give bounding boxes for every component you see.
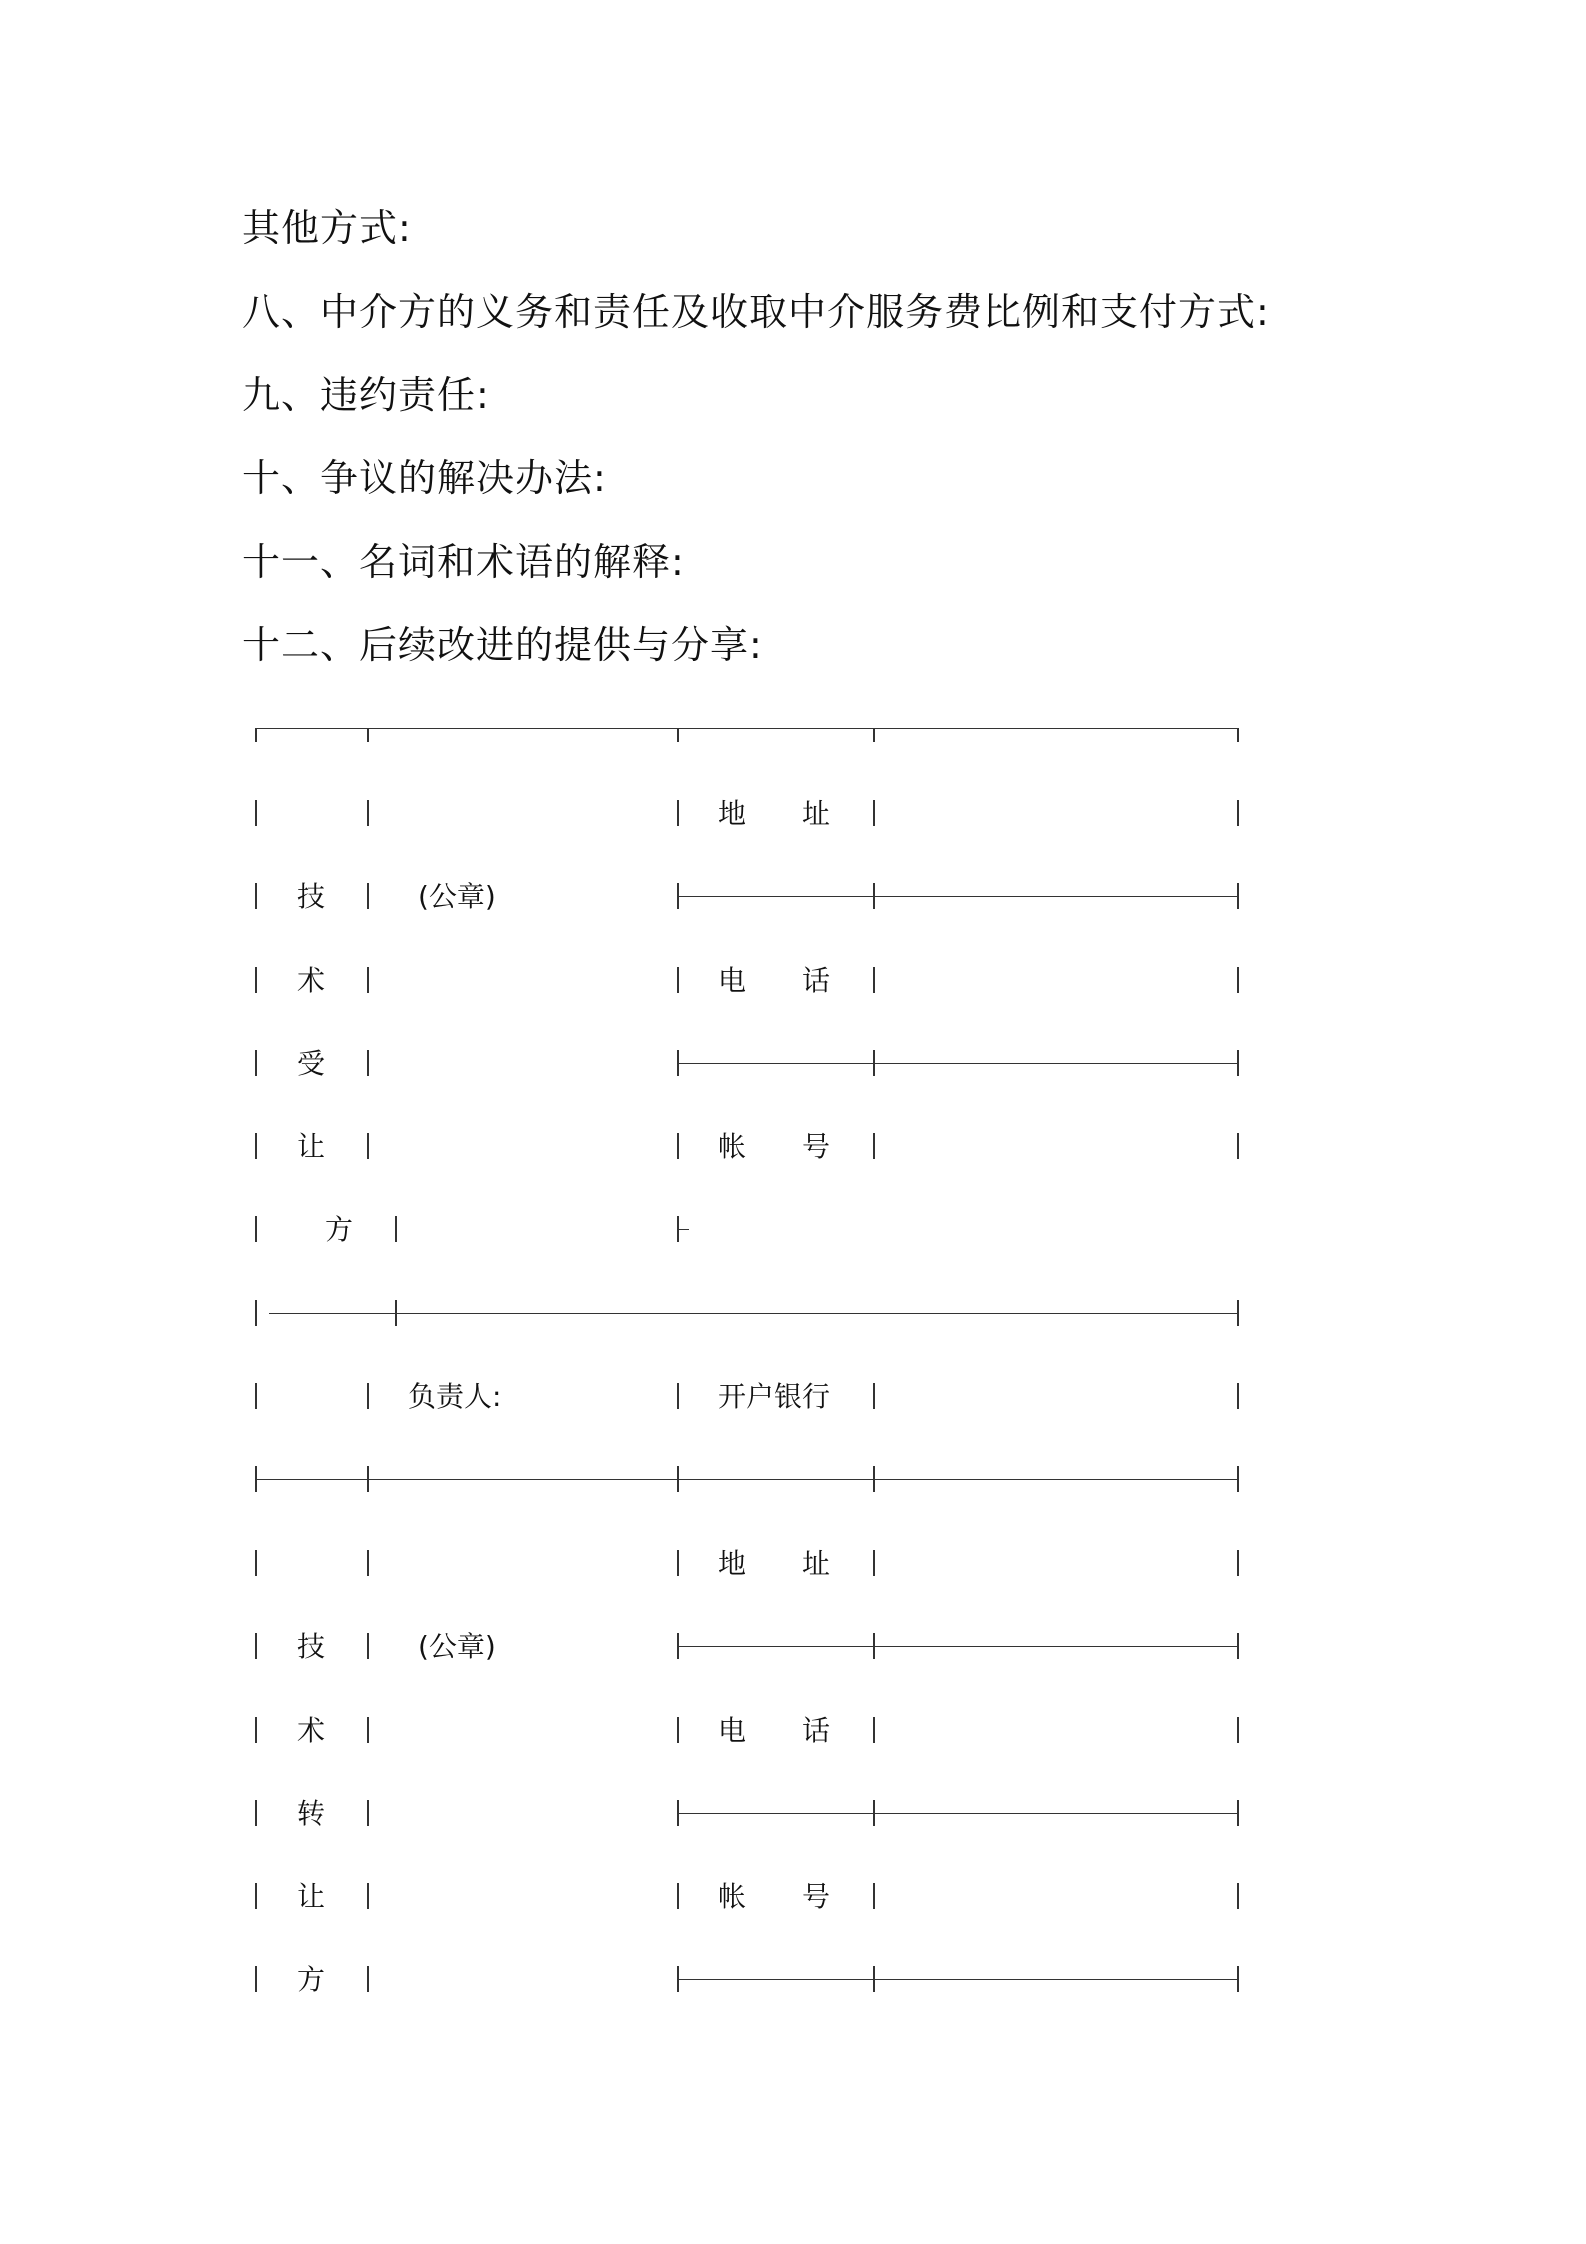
table-divider bbox=[677, 1717, 679, 1743]
table-divider bbox=[873, 1550, 875, 1576]
heading-section-8: 八、中介方的义务和责任及收取中介服务费比例和支付方式: bbox=[242, 290, 1270, 334]
table-divider bbox=[255, 1966, 257, 1992]
table-divider bbox=[255, 1633, 257, 1659]
transferee-responsible: 负责人: bbox=[408, 1380, 502, 1413]
transferor-side-char-3: 转 bbox=[297, 1797, 326, 1830]
heading-other-methods: 其他方式: bbox=[242, 206, 412, 250]
table-divider bbox=[367, 1050, 369, 1076]
row-separator bbox=[677, 896, 1237, 897]
table-divider bbox=[255, 1300, 257, 1326]
table-top-border bbox=[255, 728, 1237, 729]
table-edge bbox=[255, 728, 257, 742]
transferee-account-label-2: 号 bbox=[802, 1130, 831, 1163]
transferor-phone-label-1: 电 bbox=[718, 1714, 747, 1747]
table-divider bbox=[677, 1466, 679, 1492]
table-divider bbox=[677, 1133, 679, 1159]
transferor-side-char-4: 让 bbox=[297, 1880, 326, 1913]
heading-section-12: 十二、后续改进的提供与分享: bbox=[242, 623, 763, 667]
table-divider bbox=[873, 1717, 875, 1743]
table-divider bbox=[1237, 1466, 1239, 1492]
table-divider bbox=[367, 1966, 369, 1992]
block-separator bbox=[255, 1479, 1237, 1480]
table-divider bbox=[873, 967, 875, 993]
table-divider bbox=[255, 800, 257, 826]
row-separator bbox=[677, 1063, 1237, 1064]
table-divider bbox=[1237, 1133, 1239, 1159]
row-separator bbox=[677, 1979, 1237, 1980]
transferee-seal: (公章) bbox=[418, 880, 496, 913]
transferee-side-char-2: 术 bbox=[297, 964, 326, 997]
transferor-address-label-2: 址 bbox=[802, 1547, 831, 1580]
table-divider bbox=[367, 883, 369, 909]
table-divider bbox=[873, 1383, 875, 1409]
table-divider bbox=[255, 1550, 257, 1576]
table-edge bbox=[1237, 728, 1239, 742]
row-separator bbox=[269, 1313, 395, 1314]
transferee-phone-label-2: 话 bbox=[802, 964, 831, 997]
table-divider bbox=[367, 1383, 369, 1409]
table-divider bbox=[1237, 1883, 1239, 1909]
table-divider bbox=[367, 1633, 369, 1659]
heading-section-10: 十、争议的解决办法: bbox=[242, 456, 607, 500]
table-divider bbox=[1237, 1633, 1239, 1659]
table-divider bbox=[677, 967, 679, 993]
table-edge bbox=[677, 728, 679, 742]
table-divider bbox=[1237, 883, 1239, 909]
table-divider bbox=[255, 1383, 257, 1409]
transferor-account-label-1: 帐 bbox=[718, 1880, 747, 1913]
transferee-side-char-5: 方 bbox=[325, 1213, 354, 1246]
transferor-side-char-5: 方 bbox=[297, 1963, 326, 1996]
table-divider bbox=[1237, 967, 1239, 993]
transferee-address-label-1: 地 bbox=[718, 797, 747, 830]
transferee-address-label-2: 址 bbox=[802, 797, 831, 830]
row-separator bbox=[677, 1813, 1237, 1814]
heading-section-9: 九、违约责任: bbox=[242, 373, 490, 417]
table-divider bbox=[1237, 1383, 1239, 1409]
table-divider bbox=[367, 1550, 369, 1576]
table-divider bbox=[255, 1717, 257, 1743]
table-divider bbox=[255, 1133, 257, 1159]
table-divider bbox=[1237, 1050, 1239, 1076]
table-divider bbox=[255, 1050, 257, 1076]
table-divider bbox=[255, 967, 257, 993]
transferee-phone-label-1: 电 bbox=[718, 964, 747, 997]
table-divider bbox=[367, 1466, 369, 1492]
table-divider bbox=[1237, 1966, 1239, 1992]
table-divider bbox=[1237, 1300, 1239, 1326]
transferee-bank-label: 开户银行 bbox=[718, 1380, 831, 1413]
table-divider bbox=[677, 1550, 679, 1576]
table-divider bbox=[367, 1883, 369, 1909]
transferor-phone-label-2: 话 bbox=[802, 1714, 831, 1747]
table-edge bbox=[873, 728, 875, 742]
table-divider bbox=[873, 1883, 875, 1909]
transferee-side-char-3: 受 bbox=[297, 1047, 326, 1080]
table-divider bbox=[255, 1466, 257, 1492]
table-divider bbox=[1237, 1800, 1239, 1826]
table-divider bbox=[395, 1216, 397, 1242]
table-divider bbox=[677, 1883, 679, 1909]
transferee-account-label-1: 帐 bbox=[718, 1130, 747, 1163]
heading-section-11: 十一、名词和术语的解释: bbox=[242, 540, 685, 584]
table-divider bbox=[367, 800, 369, 826]
transferor-address-label-1: 地 bbox=[718, 1547, 747, 1580]
table-divider bbox=[255, 1800, 257, 1826]
row-separator bbox=[677, 1646, 1237, 1647]
table-divider bbox=[677, 800, 679, 826]
table-divider bbox=[367, 1717, 369, 1743]
transferor-seal: (公章) bbox=[418, 1630, 496, 1663]
table-divider bbox=[1237, 1717, 1239, 1743]
transferee-side-char-1: 技 bbox=[297, 880, 326, 913]
row-separator bbox=[395, 1313, 1237, 1314]
table-divider bbox=[873, 800, 875, 826]
table-edge bbox=[367, 728, 369, 742]
transferor-side-char-1: 技 bbox=[297, 1630, 326, 1663]
transferor-side-char-2: 术 bbox=[297, 1714, 326, 1747]
table-divider bbox=[367, 967, 369, 993]
transferee-side-char-4: 让 bbox=[297, 1130, 326, 1163]
table-divider bbox=[255, 1883, 257, 1909]
table-divider bbox=[1237, 800, 1239, 826]
table-divider bbox=[367, 1133, 369, 1159]
row-separator bbox=[677, 1229, 689, 1230]
table-divider bbox=[677, 1383, 679, 1409]
transferor-account-label-2: 号 bbox=[802, 1880, 831, 1913]
table-divider bbox=[873, 1133, 875, 1159]
table-divider bbox=[255, 1216, 257, 1242]
table-divider bbox=[1237, 1550, 1239, 1576]
table-divider bbox=[367, 1800, 369, 1826]
table-divider bbox=[873, 1466, 875, 1492]
table-divider bbox=[255, 883, 257, 909]
